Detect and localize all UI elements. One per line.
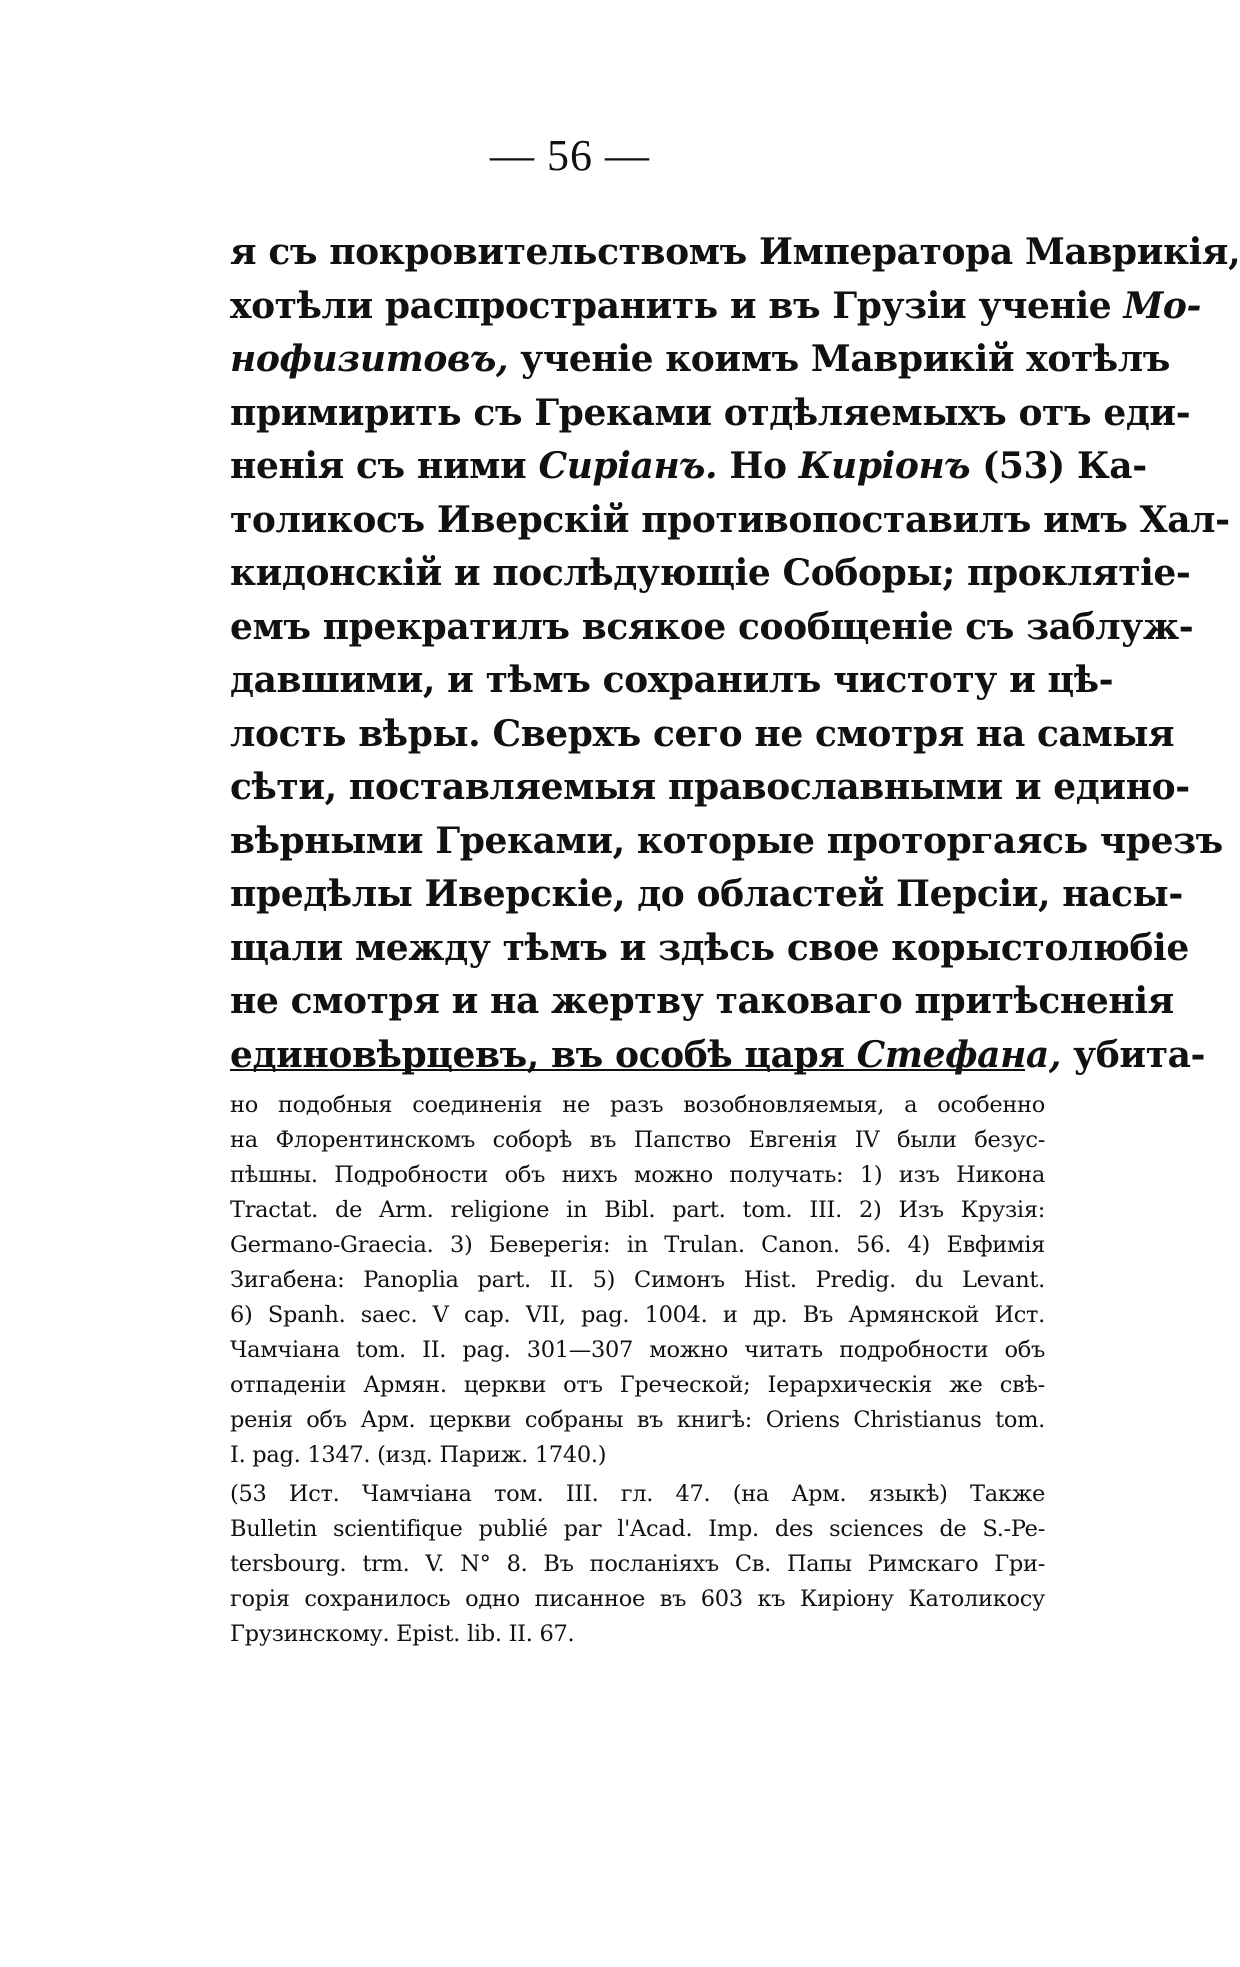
text-line bbox=[230, 333, 1170, 387]
text-line bbox=[230, 708, 1175, 762]
footnote-line: Germano-Graecia. 3) Беверегія: in Trulan. Canon. 56. 4) Евфимія bbox=[230, 1232, 1045, 1258]
page-number: — 56 — bbox=[490, 131, 650, 180]
text-segment: не смотря и на жертву таковаго притѣсненія bbox=[230, 980, 1174, 1022]
main-text-block bbox=[230, 226, 1240, 1082]
text-line bbox=[230, 440, 1147, 494]
text-segment: давшими, и тѣмъ сохранилъ чистоту и цѣ- bbox=[230, 659, 1114, 701]
text-segment: (53) Ка- bbox=[970, 445, 1147, 487]
footnote-line: I. pag. 1347. (изд. Париж. 1740.) bbox=[230, 1442, 607, 1468]
text-line bbox=[230, 280, 1202, 334]
text-line bbox=[230, 387, 1191, 441]
italic-segment: Киріонъ bbox=[798, 445, 971, 487]
text-line bbox=[230, 922, 1189, 976]
text-segment: предѣлы Иверскіе, до областей Персіи, насы- bbox=[230, 873, 1183, 915]
footnote-line: 6) Spanh. saec. V cap. VII, pag. 1004. и др. Въ Армянской Ист. bbox=[230, 1302, 1045, 1328]
footnote-separator bbox=[230, 1069, 1025, 1071]
text-segment: щали между тѣмъ и здѣсь свое корыстолюбіе bbox=[230, 926, 1189, 969]
italic-segment: нофизитовъ, bbox=[230, 338, 509, 380]
text-line bbox=[230, 494, 1230, 548]
text-line bbox=[230, 1029, 1206, 1083]
footnote-line: tersbourg. trm. V. N° 8. Въ посланіяхъ Св. Папы Римскаго Гри- bbox=[230, 1551, 1045, 1577]
text-segment: сѣти, поставляемыя православными и едино- bbox=[230, 766, 1190, 808]
text-line bbox=[230, 654, 1114, 708]
footnote-line: Чамчіана tom. II. pag. 301—307 можно читать подробности объ bbox=[230, 1337, 1045, 1363]
text-segment: толикосъ Иверскій противопоставилъ имъ Хал- bbox=[230, 498, 1230, 541]
italic-segment: Мо- bbox=[1123, 284, 1202, 327]
text-line bbox=[230, 601, 1194, 655]
footnote-line: горія сохранилось одно писанное въ 603 къ Киріону Католикосу bbox=[230, 1586, 1045, 1612]
text-segment: единовѣрцевъ, въ особѣ царя bbox=[230, 1033, 857, 1076]
italic-segment: Сиріанъ. bbox=[538, 445, 718, 487]
text-line bbox=[230, 975, 1174, 1029]
footnote-line: (53 Ист. Чамчіана том. III. гл. 47. (на Арм. языкѣ) Также bbox=[230, 1481, 1045, 1507]
text-line bbox=[230, 226, 1240, 280]
footnote-line: Bulletin scientifique publié par l'Acad. Imp. des sciences de S.-Pe- bbox=[230, 1516, 1045, 1542]
footnotes-block bbox=[230, 1088, 1045, 1652]
text-line bbox=[230, 761, 1190, 815]
text-segment: вѣрными Греками, которые проторгаясь чрезъ bbox=[230, 819, 1223, 862]
italic-segment: Стефана, bbox=[856, 1033, 1061, 1076]
footnote-line: Tractat. de Arm. religione in Bibl. part. tom. III. 2) Изъ Крузія: bbox=[230, 1197, 1045, 1223]
text-line bbox=[230, 547, 1191, 601]
text-segment: ненія съ ними bbox=[230, 445, 539, 487]
text-segment: Но bbox=[717, 445, 799, 487]
footnote-line: ренія объ Арм. церкви собраны въ книгѣ: Oriens Christianus tom. bbox=[230, 1407, 1045, 1433]
text-segment: емъ прекратилъ всякое сообщеніе съ заблуж- bbox=[230, 605, 1194, 648]
text-line bbox=[230, 815, 1223, 869]
text-segment: лость вѣры. Сверхъ сего не смотря на самыя bbox=[230, 712, 1175, 755]
footnote-line: пѣшны. Подробности объ нихъ можно получать: 1) изъ Никона bbox=[230, 1162, 1045, 1188]
text-segment: я съ покровительствомъ Императора Маврикія, bbox=[230, 231, 1240, 273]
footnote-line: отпаденіи Армян. церкви отъ Греческой; Іерархическія же свѣ- bbox=[230, 1372, 1045, 1398]
text-segment: хотѣли распространить и въ Грузіи ученіе bbox=[230, 284, 1124, 327]
footnote-line: Зигабена: Panoplia part. II. 5) Симонъ Hist. Predig. du Levant. bbox=[230, 1267, 1045, 1293]
text-line bbox=[230, 868, 1183, 922]
footnote-line: Грузинскому. Epist. lib. II. 67. bbox=[230, 1621, 575, 1647]
text-segment: убита- bbox=[1061, 1033, 1206, 1076]
text-segment: кидонскій и послѣдующіе Соборы; проклятіе- bbox=[230, 552, 1191, 594]
footnote-line: но подобныя соединенія не разъ возобновляемыя, а особенно bbox=[230, 1092, 1045, 1118]
footnote-line: на Флорентинскомъ соборѣ въ Папство Евгенія IV были безус- bbox=[230, 1127, 1045, 1153]
text-segment: примирить съ Греками отдѣляемыхъ отъ еди- bbox=[230, 391, 1191, 434]
text-segment: ученіе коимъ Маврикій хотѣлъ bbox=[508, 338, 1170, 380]
